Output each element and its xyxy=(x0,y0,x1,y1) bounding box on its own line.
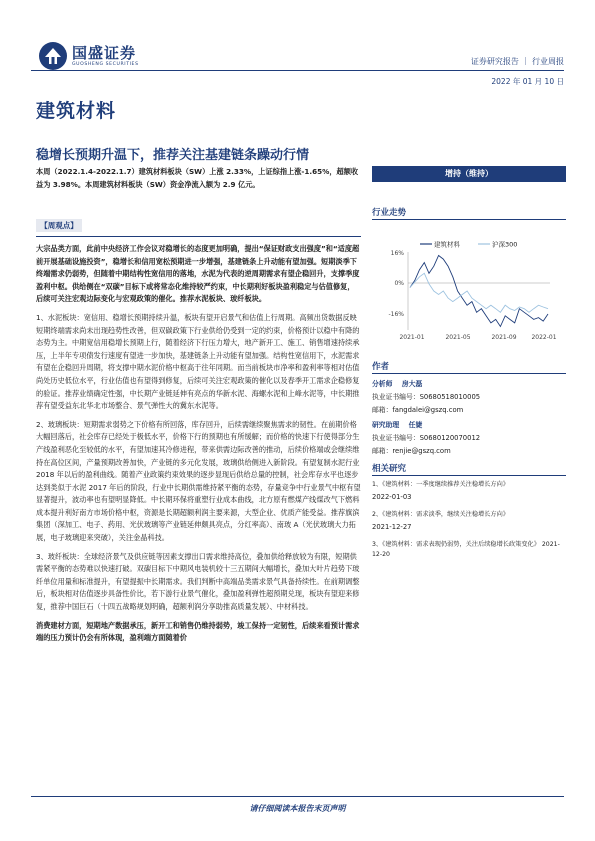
author-email-row xyxy=(372,404,566,417)
related-title: 2、《建筑材料：需求淡季，继续关注稳增长方向》 xyxy=(372,511,509,518)
industry-trend-chart xyxy=(372,226,566,356)
key-points-label: 【周观点】 xyxy=(36,219,82,232)
y-tick-label: 16% xyxy=(390,250,404,257)
report-title: 稳增长预期升温下，推荐关注基建链条躁动行情 xyxy=(36,148,310,163)
summary xyxy=(36,166,361,191)
rating-badge: 增持（维持） xyxy=(372,166,566,182)
related-date: 2021-12-27 xyxy=(372,523,412,531)
x-tick-label: 2022-01 xyxy=(531,334,557,341)
body-text xyxy=(36,243,361,645)
author-role: 研究助理 xyxy=(372,421,400,429)
author-email-link[interactable]: fangdalei@gszq.com xyxy=(392,406,464,414)
paragraph: 3、玻纤板块：全球经济景气及供应链等因素支撑出口需求维持高位，叠加供给释放较为有限，短期供需紧平衡的态势难以快速打破。双碳目标下中期风电装机较十三五期间大幅增长，叠加大叶片趋势下玻纤单位用量和标准提升，有望提振中长期需求。我们判断中高端品类需求景气具备持续性。在前期调整后，板块相对估值逐步具备性价比，若下游行业景气催化，叠加盈利弹性超预期兑现，板块有望迎来修复，推荐中国巨石（十四五战略规划明确，超额利润分享助推高质量发展）、中材科技。 xyxy=(36,551,360,612)
cert-label: 执业证书编号： xyxy=(372,393,420,401)
paragraph: 1、水泥板块：宽信用、稳增长预期持续升温，板块有望开启景气和估值上行周期。高频出货数据反映短期终端需求尚未出现趋势性改善，但双碳政策下行业供给仍受到一定的约束，价格预计以稳中有降的态势为主。中期宽信用稳增长预期上行，随着经济下行压力增大，地产新开工、施工、销售增速持续承压，上半年专项债发行速度有望进一步加快，基建链条上升动能有望加强。结构性宽信用下，水泥需求有望在企稳回升周期，将支撑中期水泥价格中枢高于往年同期。而当前板块市净率和盈利率等相对估值尚处历史低位水平，行业估值也有望得到修复，后续可关注宏观政策的催化以及春季开工需求企稳修复的验证。推荐业绩确定性强，中长期产业链延伸有亮点的华新水泥、海螺水泥和上峰水泥等，中长期推荐有望受益东北华北市场整合、景气弹性大的冀东水泥等。 xyxy=(36,312,360,411)
y-tick-label: 0% xyxy=(394,280,404,287)
x-tick-label: 2021-05 xyxy=(445,334,471,341)
author-role: 分析师 xyxy=(372,380,393,388)
footer-disclaimer: 请仔细阅读本报告末页声明 xyxy=(249,804,346,813)
summary-text: 本周（2022.1.4-2022.1.7）建筑材料板块（SW）上涨 2.33%，上证综指上涨-1.65%，超额收益为 3.98%。本周建筑材料板块（SW）资金净流入额为 2.9 亿元。 xyxy=(36,167,359,189)
author-email-link[interactable]: renjie@gszq.com xyxy=(392,447,451,455)
related-item[interactable] xyxy=(372,510,566,520)
trend-divider xyxy=(372,219,566,220)
related-list xyxy=(372,480,566,562)
legend-label-hs300: 沪深300 xyxy=(492,240,518,249)
related-title: 3、《建筑材料：需求表现仍弱势，关注后续稳增长政策变化》 xyxy=(372,541,540,548)
related-item[interactable] xyxy=(372,480,566,490)
cert-number: S0680518010005 xyxy=(419,393,481,401)
author-cert-row xyxy=(372,432,566,445)
section-divider xyxy=(36,236,361,237)
series-line-building-materials xyxy=(410,256,548,327)
cert-number: S0680120070012 xyxy=(419,434,481,442)
related-divider xyxy=(372,475,566,476)
authors-divider xyxy=(372,373,566,374)
x-tick-label: 2021-09 xyxy=(491,334,517,341)
author-cert-row xyxy=(372,391,566,404)
authors-heading: 作者 xyxy=(372,362,390,372)
report-type: 证券研究报告 ｜ 行业周报 xyxy=(470,57,564,66)
logo-en-text: GUOSHENG SECURITIES xyxy=(72,62,139,67)
email-label: 邮箱： xyxy=(372,447,393,455)
header-divider xyxy=(31,70,564,71)
related-item[interactable] xyxy=(372,540,566,560)
y-tick-label: -16% xyxy=(388,311,404,318)
legend-label-building: 建筑材料 xyxy=(434,240,460,249)
cert-label: 执业证书编号： xyxy=(372,434,420,442)
footer-divider xyxy=(31,796,564,797)
report-date: 2022 年 01 月 10 日 xyxy=(491,77,564,86)
email-label: 邮箱： xyxy=(372,406,393,414)
author-name-row xyxy=(372,378,566,391)
author-block xyxy=(372,378,566,458)
paragraph: 大宗品类方面，此前中央经济工作会议对稳增长的态度更加明确，提出“保证财政支出强度”和“适度超前开展基础设施投资”，稳增长和信用宽松预期进一步增强，基建链条上升动能有望加强。短期淡季下终端需求仍弱势，但随着中期结构性宽信用的落地，水泥为代表的逆周期需求有望企稳回升，支撑季度盈利中枢。供给侧在“双碳”目标下或将常态化维持较严约束，中长期利好板块盈利稳定与估值修复，后续可关注宏观边际变化与宏观政策的催化。推荐水泥板块、玻纤板块。 xyxy=(36,244,360,304)
trend-heading: 行业走势 xyxy=(372,208,407,218)
company-logo xyxy=(38,41,146,71)
paragraph: 2、玻璃板块：短期需求弱势之下价格有所回落，库存回升，后续需继续聚焦需求的韧性。在前期价格大幅回落后，社会库存已经处于极低水平，价格下行的预期也有所缓解；而价格的快速下行使得部分生产线盈利恶化至较低的水平，有望加速其冷修进程，带来供需边际改善的推动，后续价格端或会继续维持在高位区间，产量预期改善加快，产业链的多元化发展，玻璃供给侧进入新阶段。有望复制水泥行业 2018 年以后的盈利曲线。随着产业政策约束效果的逐步显现后供给总量的控制，社会库存水平也逐步达到类似于水泥 2017 年后的阶段，行业中长期供需维持紧平衡的态势，存量竞争中行业景气中枢有望显著提升，波动率也有望明显降低。中长期环保将重塑行业成本曲线，北方原有燃煤产线煤改气下燃料成本提升利好南方市场价格中枢，资源是长期超额利润主要来源，大型企业、优质产能受益。推荐旗滨集团（深加工、电子、药用、光伏玻璃等产业链延伸颇具亮点，分红率高）、南玻 A（光伏玻璃大力拓展，电子玻璃迎来突破），关注金晶科技。 xyxy=(36,419,361,543)
author-name: 任婕 xyxy=(408,421,423,429)
author-name-row xyxy=(372,419,566,432)
related-title: 1、《建筑材料：一季度继续推荐关注稳增长方向》 xyxy=(372,481,509,488)
related-date: 2022-01-03 xyxy=(372,493,412,501)
paragraph: 消费建材方面，短期地产数据承压，新开工和销售仍维持弱势，竣工保持一定韧性，后续来看预计需求端的压力预计仍会有所体现，盈利端方面随着价 xyxy=(36,620,360,643)
x-tick-label: 2021-01 xyxy=(399,334,425,341)
author-name: 房大磊 xyxy=(401,380,423,388)
logo-cn-text: 国盛证券 xyxy=(72,44,137,62)
author-email-row xyxy=(372,445,566,458)
related-heading: 相关研究 xyxy=(372,464,407,474)
logo-icon xyxy=(38,41,68,71)
related-date: 2021-12-20 xyxy=(372,541,560,558)
industry-name: 建筑材料 xyxy=(36,100,117,122)
series-line-hs300 xyxy=(410,273,548,312)
